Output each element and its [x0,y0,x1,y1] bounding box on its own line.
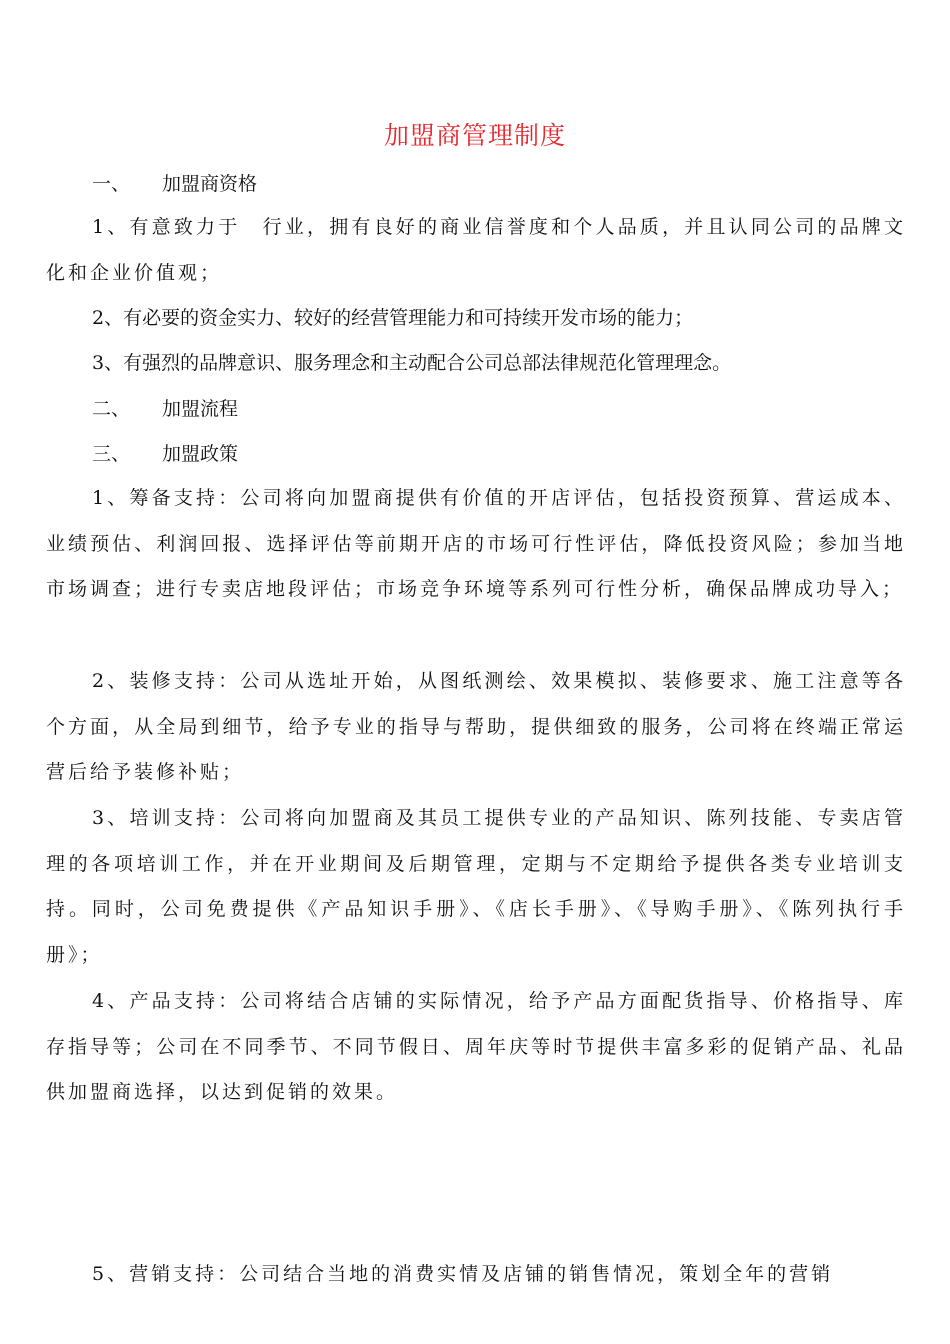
policy-item-product: 4、产品支持：公司将结合店铺的实际情况，给予产品方面配货指导、价格指导、库存指导等；公司在不同季节、不同节假日、周年庆等时节提供丰富多彩的促销产品、礼品供加盟商选择，以达到促销的效果。 [46,990,906,1103]
section-title: 加盟商资格 [162,173,258,195]
section-heading-process [92,397,238,421]
section-number: 三、 [92,443,131,465]
qualification-item-2: 2、有必要的资金实力、较好的经营管理能力和可持续开发市场的能力； [92,307,694,329]
policy-item-decoration: 2、装修支持：公司从选址开始，从图纸测绘、效果模拟、装修要求、施工注意等各个方面，从全局到细节，给予专业的指导与帮助，提供细致的服务，公司将在终端正常运营后给予装修补贴； [46,670,906,783]
policy-item-preparation: 1、筹备支持：公司将向加盟商提供有价值的开店评估，包括投资预算、营运成本、业绩预估、利润回报、选择评估等前期开店的市场可行性评估，降低投资风险；参加当地市场调查；进行专卖店地段评估；市场竞争环境等系列可行性分析，确保品牌成功导入； [46,487,906,600]
section-title: 加盟政策 [162,443,239,465]
section-number: 一、 [92,173,131,195]
qualification-item-3: 3、有强烈的品牌意识、服务理念和主动配合公司总部法律规范化管理理念。 [92,352,732,374]
section-number: 二、 [92,398,131,420]
policy-item-marketing: 5、营销支持：公司结合当地的消费实情及店铺的销售情况，策划全年的营销 [92,1263,834,1285]
policy-item-training: 3、培训支持：公司将向加盟商及其员工提供专业的产品知识、陈列技能、专卖店管理的各项培训工作，并在开业期间及后期管理，定期与不定期给予提供各类专业培训支持。同时，公司免费提供《产品知识手册》、《店长手册》、《导购手册》、《陈列执行手册》； [46,807,906,966]
qualification-item-1: 1、有意致力于 行业，拥有良好的商业信誉度和个人品质，并且认同公司的品牌文化和企业价值观； [46,216,906,284]
document-title: 加盟商管理制度 [383,121,566,150]
section-title: 加盟流程 [162,398,239,420]
section-heading-qualification [92,172,257,196]
section-heading-policy [92,442,238,466]
